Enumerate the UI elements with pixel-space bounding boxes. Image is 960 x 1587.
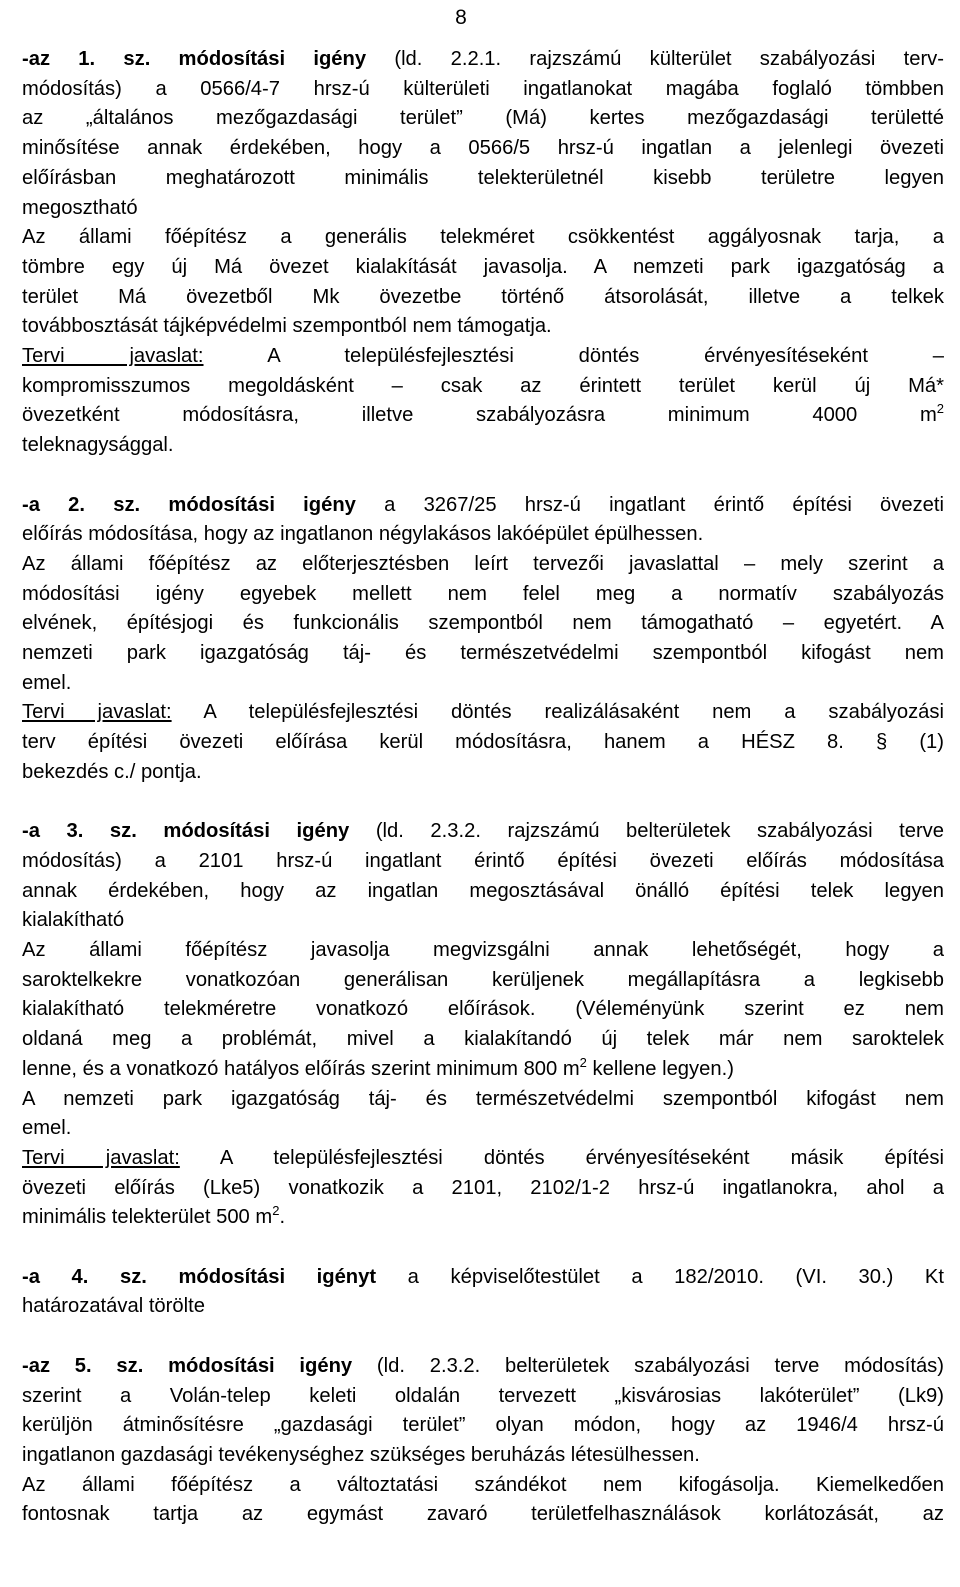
text-line bbox=[22, 1025, 944, 1055]
text-line bbox=[22, 877, 944, 907]
text-segment: övezetként módosításra, illetve szabályozásra minimum 4000 m bbox=[22, 404, 937, 427]
text-line bbox=[22, 1352, 944, 1382]
text-segment: Az állami főépítész javasolja megvizsgálni annak lehetőségét, hogy a bbox=[22, 939, 944, 962]
text-line bbox=[22, 1085, 944, 1115]
text-segment: oldaná meg a problémát, mivel a kialakítandó új telek már nem saroktelek bbox=[22, 1028, 944, 1051]
text-segment: minimális telekterület 500 m bbox=[22, 1206, 273, 1229]
text-segment: Az állami főépítész a változtatási szándékot nem kifogásolja. Kiemelkedően bbox=[22, 1473, 944, 1496]
text-segment: Az állami főépítész a generális telekméret csökkentést aggályosnak tarja, a bbox=[22, 226, 944, 249]
bold-heading: -a 4. sz. módosítási igényt bbox=[22, 1265, 377, 1288]
text-line bbox=[22, 45, 944, 75]
text-line bbox=[22, 431, 944, 461]
text-line bbox=[22, 639, 944, 669]
text-line bbox=[22, 1500, 944, 1530]
text-line bbox=[22, 1144, 944, 1174]
paragraph-p4 bbox=[22, 1263, 944, 1322]
paragraph-p1 bbox=[22, 45, 944, 461]
text-segment: (ld. 2.3.2. belterületek szabályozási terve módosítás) bbox=[352, 1354, 944, 1377]
text-segment: Az állami főépítész az előterjesztésben leírt tervezői javaslattal – mely szerint a bbox=[22, 552, 944, 575]
text-segment: a képviselőtestület a 182/2010. (VI. 30.) Kt bbox=[376, 1265, 944, 1288]
text-line bbox=[22, 550, 944, 580]
text-line bbox=[22, 520, 944, 550]
text-line bbox=[22, 1114, 944, 1144]
text-segment: előírás módosítása, hogy az ingatlanon négylakásos lakóépület épülhessen. bbox=[22, 523, 704, 546]
text-segment: (ld. 2.3.2. rajzszámú belterületek szabályozási terve bbox=[349, 820, 944, 843]
text-line bbox=[22, 194, 944, 224]
text-line bbox=[22, 669, 944, 699]
text-line bbox=[22, 342, 944, 372]
bold-heading: -a 3. sz. módosítási igény bbox=[22, 820, 350, 843]
text-segment: tömbre egy új Má övezet kialakítását javasolja. A nemzeti park igazgatóság a bbox=[22, 255, 944, 278]
text-segment: megosztható bbox=[22, 196, 138, 219]
text-segment: továbbosztását tájképvédelmi szempontból nem támogatja. bbox=[22, 315, 552, 338]
paragraph-p2 bbox=[22, 491, 944, 788]
text-segment: kellene legyen.) bbox=[586, 1057, 734, 1080]
text-segment: terv építési övezeti előírása kerül módosításra, hanem a HÉSZ 8. § (1) bbox=[22, 731, 944, 754]
text-line bbox=[22, 253, 944, 283]
text-line bbox=[22, 817, 944, 847]
text-line bbox=[22, 491, 944, 521]
text-line bbox=[22, 75, 944, 105]
text-segment: bekezdés c./ pontja. bbox=[22, 760, 202, 783]
text-segment: övezeti előírás (Lke5) vonatkozik a 2101, 2102/1-2 hrsz-ú ingatlanokra, ahol a bbox=[22, 1176, 944, 1199]
text-line bbox=[22, 164, 944, 194]
text-line bbox=[22, 609, 944, 639]
superscript: 2 bbox=[579, 1054, 587, 1070]
paragraph-gap bbox=[22, 788, 944, 818]
paragraph-p3 bbox=[22, 817, 944, 1233]
paragraph-gap bbox=[22, 1322, 944, 1352]
paragraph-gap bbox=[22, 461, 944, 491]
text-segment: (ld. 2.2.1. rajzszámú külterület szabályozási terv- bbox=[366, 48, 944, 70]
text-segment: A nemzeti park igazgatóság táj- és természetvédelmi szempontból kifogást nem bbox=[22, 1087, 944, 1110]
text-line bbox=[22, 1382, 944, 1412]
text-line bbox=[22, 1203, 944, 1233]
text-line bbox=[22, 758, 944, 788]
bold-heading: -az 5. sz. módosítási igény bbox=[22, 1354, 353, 1377]
text-line bbox=[22, 1471, 944, 1501]
page-number: 8 bbox=[455, 6, 467, 29]
text-line bbox=[22, 1263, 944, 1293]
text-segment: A településfejlesztési döntés realizálásaként nem a szabályozási bbox=[171, 701, 944, 724]
text-segment: kialakítható bbox=[22, 909, 125, 932]
text-segment: lenne, és a vonatkozó hatályos előírás szerint minimum 800 m bbox=[22, 1057, 580, 1080]
text-line bbox=[22, 372, 944, 402]
text-segment: a 3267/25 hrsz-ú ingatlant érintő építési övezeti bbox=[355, 493, 945, 516]
text-line bbox=[22, 966, 944, 996]
text-segment: módosítási igény egyebek mellett nem felel meg a normatív szabályozás bbox=[22, 582, 944, 605]
text-segment: saroktelkekre vonatkozóan generálisan kerüljenek megállapításra a legkisebb bbox=[22, 968, 944, 991]
text-line bbox=[22, 728, 944, 758]
text-segment: előírásban meghatározott minimális telekterületnél kisebb területre legyen bbox=[22, 166, 944, 189]
text-segment: annak érdekében, hogy az ingatlan megosztásával önálló építési telek legyen bbox=[22, 879, 944, 902]
bold-heading: -az 1. sz. módosítási igény bbox=[22, 48, 367, 70]
text-segment: nemzeti park igazgatóság táj- és természetvédelmi szempontból kifogást nem bbox=[22, 642, 944, 665]
text-line bbox=[22, 1411, 944, 1441]
paragraph-gap bbox=[22, 1233, 944, 1263]
text-line bbox=[22, 847, 944, 877]
text-segment: emel. bbox=[22, 671, 72, 694]
text-line bbox=[22, 1441, 944, 1471]
text-line bbox=[22, 995, 944, 1025]
underlined-label: Tervi javaslat: bbox=[22, 1146, 180, 1169]
text-segment: elvének, építésjogi és funkcionális szempontból nem támogatható – egyetért. A bbox=[22, 612, 944, 635]
text-segment: kialakítható telekméretre vonatkozó előírások. (Véleményünk szerint ez nem bbox=[22, 998, 944, 1021]
underlined-label: Tervi javaslat: bbox=[22, 701, 172, 724]
text-segment: emel. bbox=[22, 1117, 72, 1140]
text-line bbox=[22, 223, 944, 253]
text-segment: módosítás) a 2101 hrsz-ú ingatlant érintő építési övezeti előírás módosítása bbox=[22, 849, 944, 872]
text-segment: terület Má övezetből Mk övezetbe történő átsorolását, illetve a telkek bbox=[22, 285, 944, 308]
text-segment: A településfejlesztési döntés érvényesítéseként – bbox=[203, 345, 944, 368]
document-body bbox=[22, 45, 944, 1530]
text-segment: A településfejlesztési döntés érvényesítéseként másik építési bbox=[179, 1146, 944, 1169]
text-segment: fontosnak tartja az egymást zavaró területfelhasználások korlátozását, az bbox=[22, 1503, 944, 1526]
text-segment: kerüljön átminősítésre „gazdasági terület” olyan módon, hogy az 1946/4 hrsz-ú bbox=[22, 1414, 944, 1437]
text-segment: módosítás) a 0566/4-7 hrsz-ú külterületi ingatlanokat magába foglaló tömbben bbox=[22, 77, 944, 100]
bold-heading: -a 2. sz. módosítási igény bbox=[22, 493, 356, 516]
text-segment: határozatával törölte bbox=[22, 1295, 205, 1318]
text-line bbox=[22, 283, 944, 313]
text-segment: ingatlanon gazdasági tevékenységhez szükséges beruházás létesülhessen. bbox=[22, 1443, 700, 1466]
text-line bbox=[22, 134, 944, 164]
text-segment: . bbox=[279, 1206, 286, 1229]
text-line bbox=[22, 906, 944, 936]
text-line bbox=[22, 1055, 944, 1085]
text-line bbox=[22, 698, 944, 728]
text-line bbox=[22, 936, 944, 966]
text-segment: az „általános mezőgazdasági terület” (Má) kertes mezőgazdasági területté bbox=[22, 107, 944, 130]
text-segment: minősítése annak érdekében, hogy a 0566/5 hrsz-ú ingatlan a jelenlegi övezeti bbox=[22, 137, 944, 160]
text-segment: teleknagysággal. bbox=[22, 434, 174, 457]
text-line bbox=[22, 312, 944, 342]
superscript: 2 bbox=[272, 1203, 280, 1219]
underlined-label: Tervi javaslat: bbox=[22, 345, 204, 368]
text-line bbox=[22, 580, 944, 610]
text-segment: szerint a Volán-telep keleti oldalán tervezett „kisvárosias lakóterület” (Lk9) bbox=[22, 1384, 944, 1407]
superscript: 2 bbox=[936, 401, 944, 417]
text-segment: kompromisszumos megoldásként – csak az érintett terület kerül új Má* bbox=[22, 374, 944, 397]
text-line bbox=[22, 104, 944, 134]
text-line bbox=[22, 1292, 944, 1322]
paragraph-p5 bbox=[22, 1352, 944, 1530]
text-line bbox=[22, 1174, 944, 1204]
text-line bbox=[22, 401, 944, 431]
